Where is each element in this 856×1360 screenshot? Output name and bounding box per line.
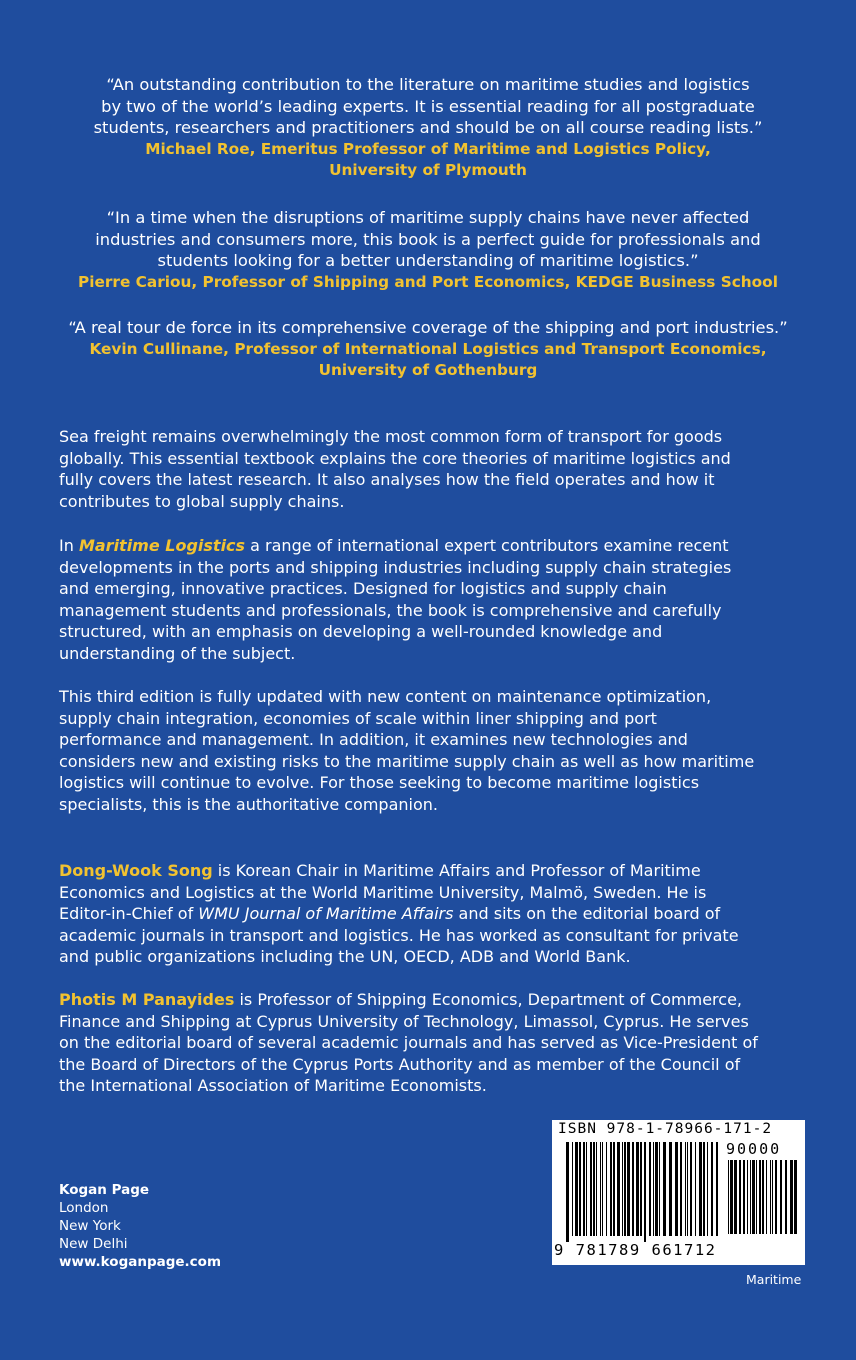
ean-barcode-bars (566, 1142, 722, 1242)
barcode-bar (649, 1142, 651, 1236)
publisher-website: www.koganpage.com (59, 1254, 222, 1270)
text-line: structured, with an emphasis on developing a well-rounded knowledge and (59, 622, 663, 642)
publisher-city: London (59, 1200, 109, 1216)
barcode-bar (602, 1142, 603, 1236)
isbn-barcode (552, 1120, 805, 1265)
text-line: management students and professionals, the book is comprehensive and carefully (59, 600, 722, 620)
text-line (59, 860, 819, 882)
subject-category: Maritime (746, 1272, 802, 1287)
text-line: Economics and Logistics at the World Maritime University, Malmö, Sweden. He is (59, 882, 707, 902)
barcode-bar (622, 1142, 623, 1236)
text-line: on the editorial board of several academic journals and has served as Vice-President of (59, 1033, 758, 1053)
text-fragment: is Professor of Shipping Economics, Department of Commerce, (234, 990, 742, 1009)
barcode-bar (728, 1160, 729, 1234)
publisher-info (59, 1181, 221, 1271)
quote-author: Pierre Cariou, Professor of Shipping and Port Economics, KEDGE Business School (78, 272, 778, 291)
barcode-bar (790, 1160, 793, 1234)
text-line: specialists, this is the authoritative companion. (59, 794, 438, 814)
barcode-bar (711, 1142, 713, 1236)
quote-author: University of Gothenburg (318, 361, 538, 380)
barcode-bar (785, 1160, 787, 1234)
barcode-bar (756, 1160, 757, 1234)
text-line: and emerging, innovative practices. Designed for logistics and supply chain (59, 579, 667, 599)
barcode-bar (575, 1142, 578, 1236)
text-line: performance and management. In addition, it examines new technologies and (59, 730, 688, 750)
barcode-bar (579, 1142, 581, 1236)
barcode-bar (663, 1142, 666, 1236)
barcode-bar (640, 1142, 642, 1236)
text-line: academic journals in transport and logistics. He has worked as consultant for private (59, 925, 739, 945)
barcode-bar (653, 1142, 654, 1236)
text-fragment: and sits on the editorial board of (453, 904, 721, 924)
barcode-bar (606, 1142, 607, 1236)
publisher-city: New York (59, 1218, 121, 1234)
barcode-bar (596, 1142, 597, 1236)
description-paragraph-3 (59, 686, 819, 816)
barcode-bar (613, 1142, 615, 1236)
barcode-bar (600, 1142, 601, 1236)
barcode-bar (734, 1160, 737, 1234)
barcode-bar (627, 1142, 630, 1236)
barcode-bar (586, 1142, 587, 1236)
text-fragment: Editor-in-Chief of (59, 904, 199, 924)
endorsement-1 (40, 74, 816, 182)
ean-number: 9 781789 661712 (554, 1241, 717, 1259)
barcode-bar (566, 1142, 569, 1242)
author-bio-panayides (59, 989, 819, 1097)
text-fragment: is Korean Chair in Maritime Affairs and Professor of Maritime (212, 861, 701, 880)
barcode-bar (669, 1142, 672, 1236)
isbn-text: ISBN 978-1-78966-171-2 (558, 1121, 773, 1137)
quote-line: “An outstanding contribution to the literature on maritime studies and logistics (106, 75, 750, 94)
barcode-bar (632, 1142, 634, 1236)
text-line: understanding of the subject. (59, 643, 296, 663)
endorsement-2 (40, 207, 816, 293)
quote-line: “A real tour de force in its comprehensive coverage of the shipping and port industries.” (68, 318, 788, 337)
author-name: Dong-Wook Song (59, 861, 213, 880)
text-line: Sea freight remains overwhelmingly the most common form of transport for goods (59, 427, 723, 446)
barcode-bar (739, 1160, 741, 1234)
barcode-bar (655, 1142, 658, 1236)
addon-barcode-bars (728, 1160, 800, 1240)
barcode-bar (707, 1142, 708, 1236)
quote-author: Michael Roe, Emeritus Professor of Maritime and Logistics Policy, (145, 139, 711, 158)
barcode-bar (770, 1160, 771, 1234)
text-line: and public organizations including the UN, OECD, ADB and World Bank. (59, 947, 631, 967)
barcode-bar (617, 1142, 620, 1236)
barcode-bar (730, 1160, 733, 1234)
barcode-bar (747, 1160, 748, 1234)
quote-line: students looking for a better understanding of maritime logistics.” (157, 251, 699, 271)
quote-line: by two of the world’s leading experts. It is essential reading for all postgraduate (101, 96, 755, 116)
publisher-city: New Delhi (59, 1236, 128, 1252)
barcode-bar (762, 1160, 764, 1234)
journal-title: WMU Journal of Maritime Affairs (198, 904, 454, 924)
barcode-bar (743, 1160, 745, 1234)
barcode-bar (699, 1142, 702, 1236)
barcode-bar (610, 1142, 612, 1236)
quote-line: “In a time when the disruptions of maritime supply chains have never affected (106, 208, 750, 227)
text-line: logistics will continue to evolve. For those seeking to become maritime logistics (59, 773, 700, 793)
book-title: Maritime Logistics (78, 536, 246, 555)
barcode-bar (687, 1142, 688, 1236)
barcode-bar (690, 1142, 692, 1236)
barcode-bar (675, 1142, 678, 1236)
text-line: fully covers the latest research. It also analyses how the field operates and how it (59, 470, 715, 490)
text-line: the Board of Directors of the Cyprus Ports Authority and as member of the Council of (59, 1054, 741, 1074)
barcode-bar (572, 1142, 573, 1236)
text-fragment: a range of international expert contributors examine recent (245, 536, 729, 555)
text-fragment: In (59, 536, 79, 555)
quote-author: University of Plymouth (329, 161, 527, 180)
barcode-bar (772, 1160, 773, 1234)
quote-author: Kevin Cullinane, Professor of International Logistics and Transport Economics, (89, 339, 767, 358)
barcode-bar (716, 1142, 718, 1236)
text-line: contributes to global supply chains. (59, 491, 345, 511)
quote-line: industries and consumers more, this book is a perfect guide for professionals and (95, 229, 761, 249)
text-line (59, 535, 819, 557)
text-line: supply chain integration, economies of scale within liner shipping and port (59, 708, 657, 728)
description-paragraph-2 (59, 535, 819, 665)
text-line: considers new and existing risks to the maritime supply chain as well as how maritime (59, 751, 755, 771)
barcode-bar (659, 1142, 660, 1236)
price-addon-number: 90000 (726, 1140, 782, 1158)
author-name: Photis M Panayides (59, 990, 235, 1009)
text-line: globally. This essential textbook explains the core theories of maritime logistics and (59, 448, 731, 468)
barcode-bar (644, 1142, 646, 1242)
barcode-bar (624, 1142, 626, 1236)
endorsement-3 (40, 317, 816, 382)
description-paragraph-1 (59, 426, 819, 512)
barcode-bar (695, 1142, 696, 1236)
quote-line: students, researchers and practitioners and should be on all course reading lists.” (93, 118, 763, 138)
text-line (59, 903, 819, 925)
barcode-bar (703, 1142, 705, 1236)
barcode-bar (590, 1142, 592, 1236)
barcode-bar (685, 1142, 686, 1236)
text-line: developments in the ports and shipping industries including supply chain strategies (59, 557, 732, 577)
text-line (59, 989, 819, 1011)
barcode-bar (583, 1142, 585, 1236)
barcode-bar (775, 1160, 777, 1234)
barcode-bar (593, 1142, 595, 1236)
barcode-bar (780, 1160, 782, 1234)
text-line: the International Association of Maritime Economists. (59, 1076, 487, 1096)
barcode-bar (636, 1142, 639, 1236)
barcode-bar (752, 1160, 755, 1234)
barcode-bar (766, 1160, 767, 1234)
text-line: Finance and Shipping at Cyprus University of Technology, Limassol, Cyprus. He serves (59, 1011, 749, 1031)
barcode-bar (794, 1160, 797, 1234)
barcode-bar (750, 1160, 751, 1234)
publisher-name: Kogan Page (59, 1182, 150, 1198)
author-bio-song (59, 860, 819, 968)
text-line: This third edition is fully updated with new content on maintenance optimization, (59, 687, 712, 706)
barcode-bar (680, 1142, 682, 1236)
barcode-bar (759, 1160, 761, 1234)
